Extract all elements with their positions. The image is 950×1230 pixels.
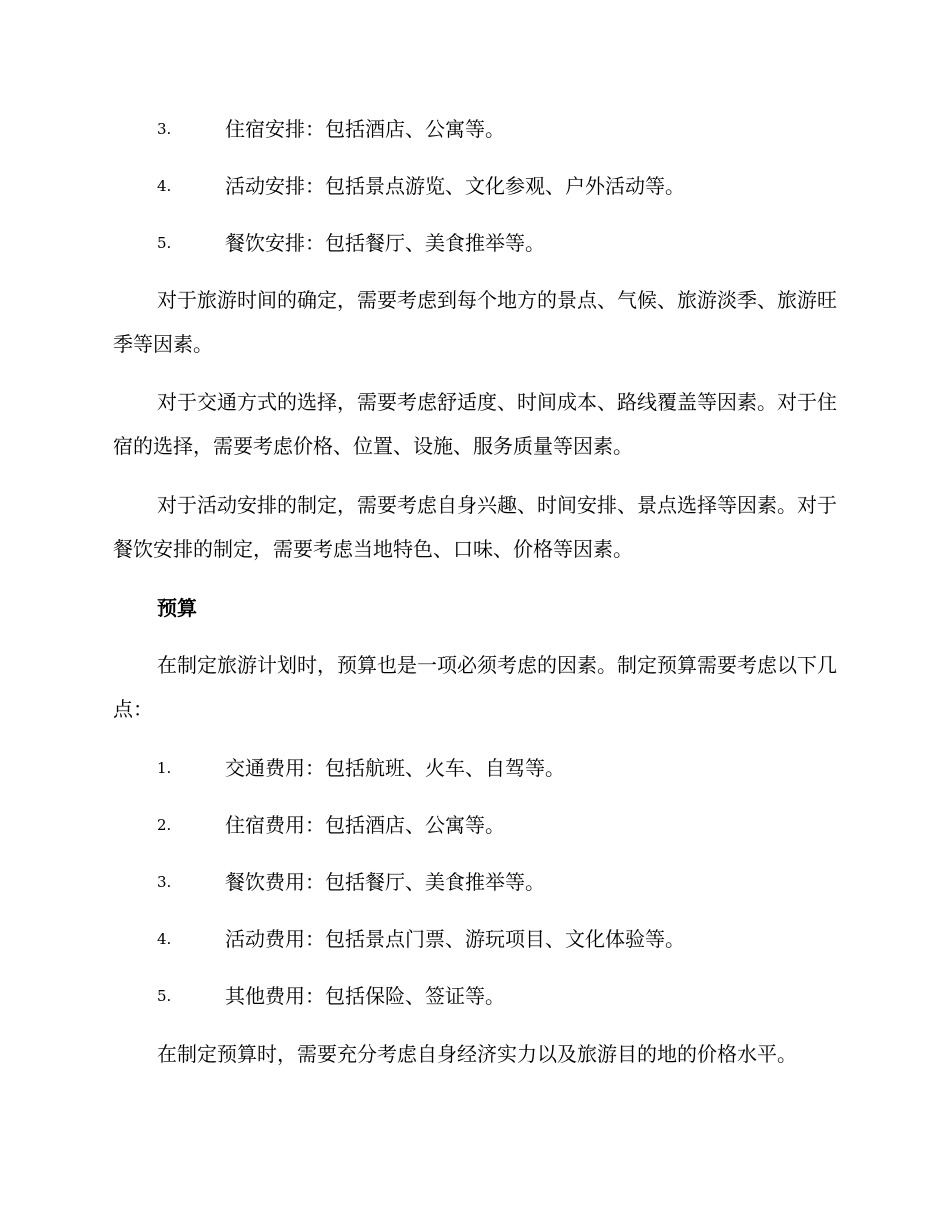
list-number: 3. [157,120,172,138]
list-number: 5. [157,234,172,252]
list-number: 3. [157,873,172,891]
list-text: 活动安排：包括景点游览、文化参观、户外活动等。 [225,174,685,198]
section-heading-budget: 预算 [157,596,197,620]
paragraph-budget-intro: 在制定旅游计划时，预算也是一项必须考虑的因素。制定预算需要考虑以下几点： [113,653,837,721]
list-text: 餐饮费用：包括餐厅、美食推举等。 [225,870,545,894]
list-text: 交通费用：包括航班、火车、自驾等。 [225,756,565,780]
paragraph-transport-lodging: 对于交通方式的选择，需要考虑舒适度、时间成本、路线覆盖等因素。对于住宿的选择，需要考虑价格、位置、设施、服务质量等因素。 [113,390,837,458]
list-number: 4. [157,177,172,195]
list-number: 5. [157,987,172,1005]
paragraph-budget-conclusion: 在制定预算时，需要充分考虑自身经济实力以及旅游目的地的价格水平。 [157,1042,797,1066]
list-text: 其他费用：包括保险、签证等。 [225,984,505,1008]
list-text: 住宿安排：包括酒店、公寓等。 [225,117,505,141]
paragraph-activity-dining: 对于活动安排的制定，需要考虑自身兴趣、时间安排、景点选择等因素。对于餐饮安排的制定，需要考虑当地特色、口味、价格等因素。 [113,493,837,561]
list-number: 2. [157,816,172,834]
list-number: 4. [157,930,172,948]
list-text: 活动费用：包括景点门票、游玩项目、文化体验等。 [225,927,685,951]
list-text: 住宿费用：包括酒店、公寓等。 [225,813,505,837]
paragraph-travel-time: 对于旅游时间的确定，需要考虑到每个地方的景点、气候、旅游淡季、旅游旺季等因素。 [113,288,837,356]
list-number: 1. [157,759,172,777]
list-text: 餐饮安排：包括餐厅、美食推举等。 [225,231,545,255]
